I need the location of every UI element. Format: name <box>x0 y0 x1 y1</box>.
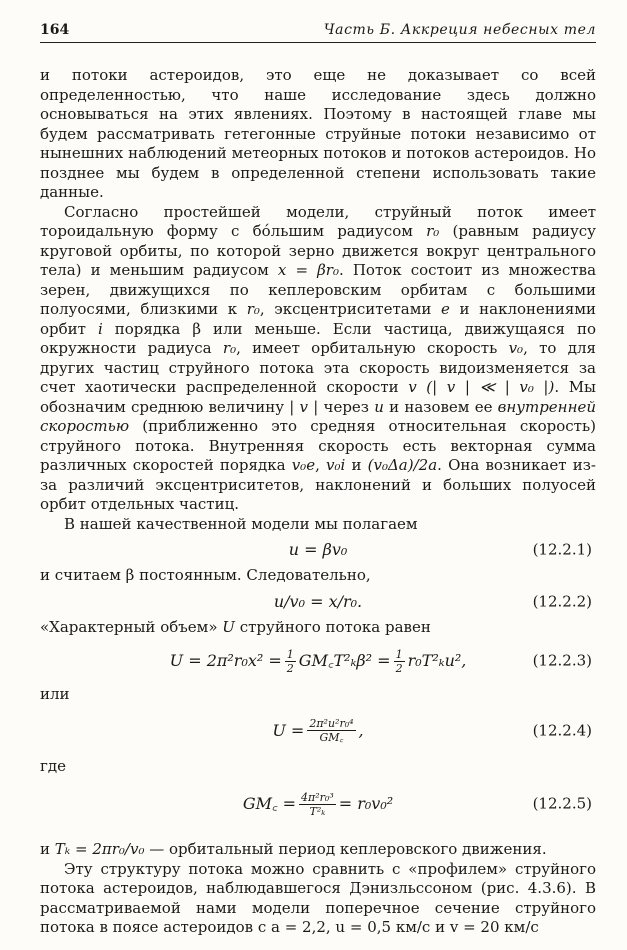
paragraph-1: и потоки астероидов, это еще не доказывает со всей определенностью, что наше исследование здесь должно основываться на этих явлениях. Поэтому в настоящей главе мы будем рассматривать гетегонные струйные потоки независимо от нынешних наблюдений метеорных потоков и потоков астероидов. Но позднее мы будем в определенной степени использовать такие данные. <box>40 66 596 201</box>
math-x-eq: x = βr₀ <box>277 261 339 279</box>
paragraph-3: В нашей качественной модели мы полагаем <box>64 514 418 533</box>
running-header <box>40 22 596 43</box>
equation-12-2-5: GM꜀ = $\frac{\text{4π²r₀³}}{\text{T²ₖ}}$ = r₀v₀² (12.2.5) <box>242 790 592 818</box>
term-internal-velocity: внутренней скоростью <box>40 397 596 435</box>
paragraph-6: и Tₖ = 2πr₀/v₀ — орбитальный период кеплеровского движения. <box>40 840 547 858</box>
math-r0: r₀ <box>426 222 440 240</box>
equation-12-2-3: U = 2π²r₀x² = $\frac{1}{2}$ GM꜀T²ₖβ² = $\frac{1}{2}$ r₀T²ₖu², (12.2.3) <box>169 647 592 675</box>
word-or: или <box>40 685 70 703</box>
equation-12-2-4: U = $\frac{\text{2π²u²r₀⁴}}{GM꜀}$ , (12.2.4) <box>272 717 592 744</box>
equation-number: (12.2.1) <box>532 540 592 559</box>
equation-number: (12.2.4) <box>532 720 592 739</box>
paragraph-7: Эту структуру потока можно сравнить с «профилем» струйного потока астероидов, наблюдавшегося Дэнизльссоном (рис. 4.3.6). В рассматриваемой нами модели поперечное сечение струйного потока в поясе астероидов с a = 2,2, u = 0,5 км/с и v = 20 км/с <box>40 859 596 936</box>
equation-12-2-1: u = βv₀ (12.2.1) <box>288 540 592 560</box>
math-v-cond: v (| v | ≪ | v₀ |) <box>408 378 555 396</box>
running-title: Часть Б. Аккреция небесных тел <box>323 22 596 38</box>
equation-number: (12.2.3) <box>532 651 592 670</box>
equation-number: (12.2.5) <box>532 794 592 813</box>
word-where: где <box>40 756 66 775</box>
paragraph-4: и считаем β постоянным. Следовательно, <box>40 566 371 584</box>
paragraph-5: «Характерный объем» U струйного потока равен <box>40 617 431 636</box>
equation-number: (12.2.2) <box>532 591 592 610</box>
body-text <box>40 66 596 938</box>
paragraph-2: Согласно простейшей модели, струйный поток имеет тороидальную форму с бóльшим радиусом r₀ (равным радиусу круговой орбиты, по которой зерно движется вокруг центрального тела) и меньшим радиусом x = βr₀. Поток состоит из множества зерен, движущихся по кеплеровским орбитам с большими полуосями, близкими к r₀, эксцентриситетами e и наклонениями орбит i порядка β или меньше. Если частица, движущаяся по окружности радиуса r₀, имеет орбитальную скорость v₀, то для других частиц струйного потока эта скорость видоизменяется за счет хаотически распределенной скорости v (| v | ≪ | v₀ |). Мы обозначим среднюю величину | v | через u и назовем ее внутренней скоростью (приближенно это средняя относительная скорость) струйного потока. Внутренняя скорость есть векторная сумма различных скоростей порядка v₀e, v₀i и (v₀Δa)/2a. Она возникает из-за различий эксцентриситетов, наклонений и больших полуосей орбит отдельных частиц. <box>40 202 597 513</box>
page-number: 164 <box>40 22 70 38</box>
equation-12-2-2: u/v₀ = x/r₀. (12.2.2) <box>273 591 592 611</box>
